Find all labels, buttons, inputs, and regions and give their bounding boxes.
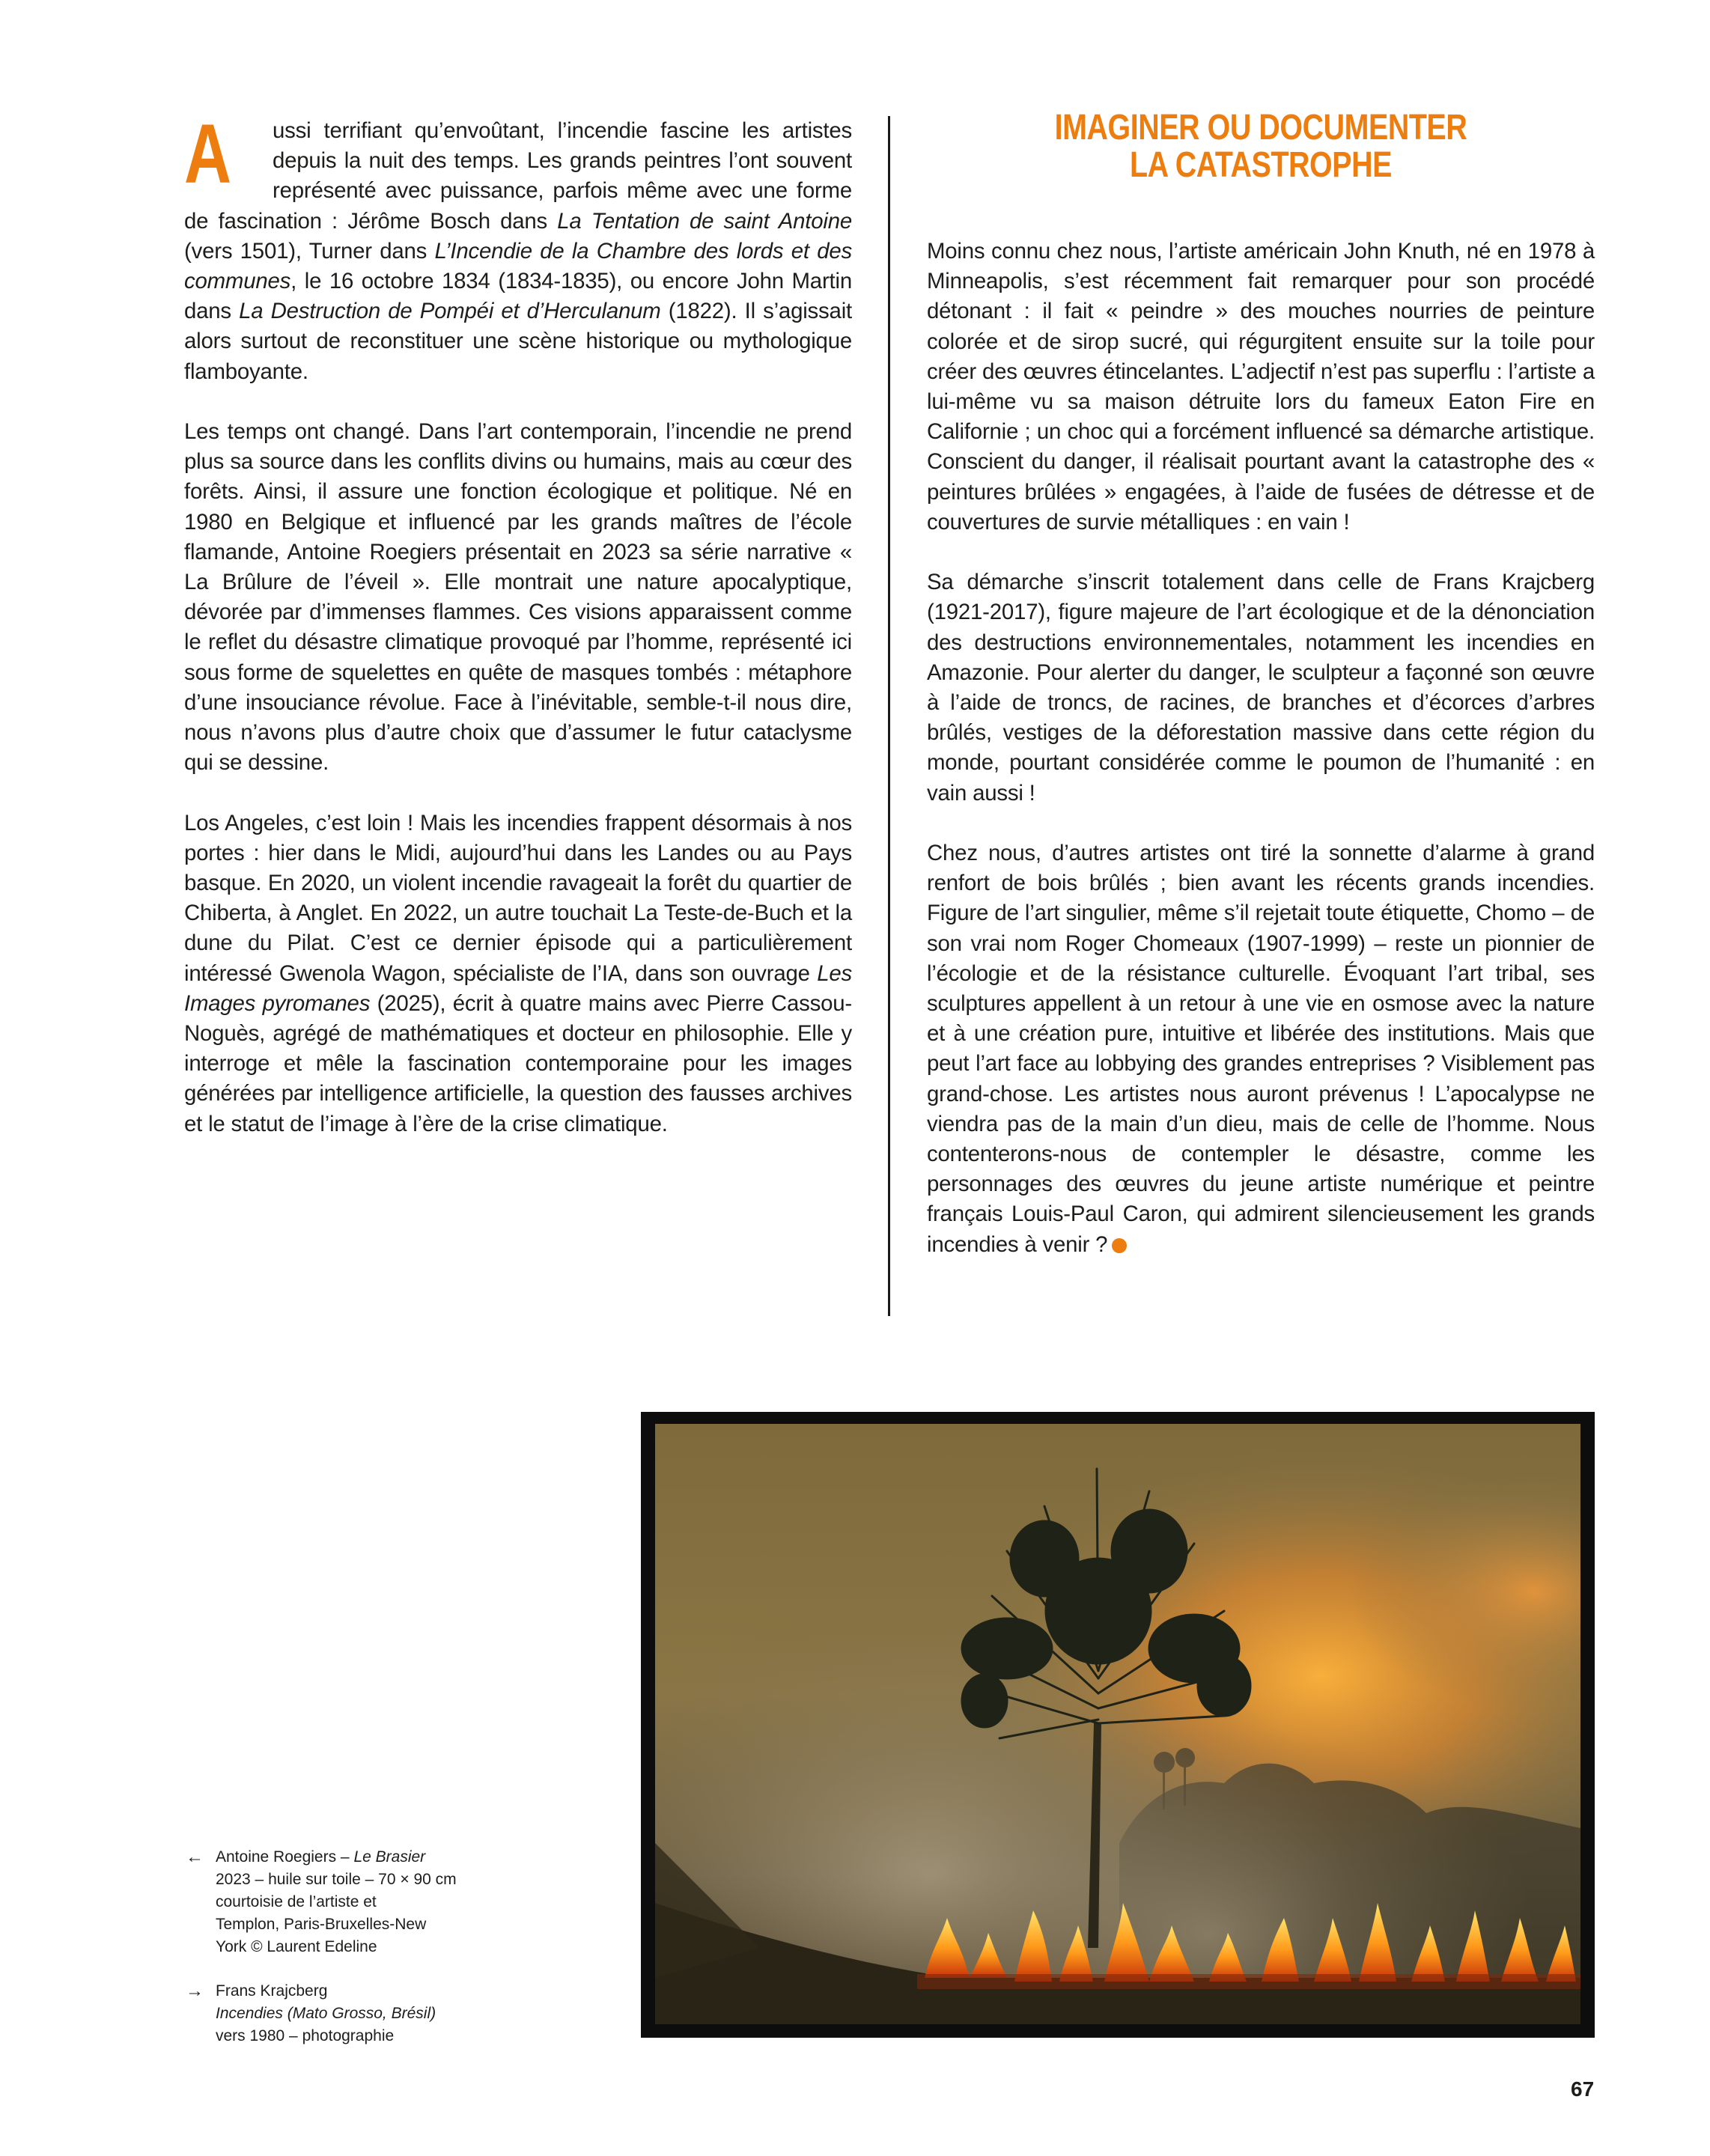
paragraph (184, 808, 852, 1139)
right-paragraphs (927, 237, 1595, 1260)
column-divider (888, 116, 890, 1316)
text-run: ussi terrifiant qu’envoûtant, l’incendie fascine les artistes depuis la nuit des temps. Les grands peintres l’ont souvent représenté avec puissance, parfois même avec une forme de fascination : Jérôme Bosch dans (184, 118, 852, 234)
text-run: Frans Krajcberg (216, 1982, 328, 2000)
paragraph (927, 237, 1595, 538)
paragraph (927, 838, 1595, 1260)
italic-title: Les Images pyromanes (184, 960, 852, 1016)
caption-line (216, 1913, 457, 1936)
text-run: Chez nous, d’autres artistes ont tiré la sonnette d’alarme à grand renfort de bois brûlés ; bien avant les récents grands incendies. Figure de l’art singulier, même s’il rejetait toute étiquette, Chomo – de son vrai nom Roger Chomeaux (1907-1999) – reste un pionnier de l’écologie et de la résistance culturelle. Évoquant l’art tribal, ses sculptures appellent à un retour à une vie en osmose avec la nature et à une création pure, intuitive et libérée des institutions. Mais que peut l’art face au lobbying des grandes entreprises ? Visiblement pas grand-chose. Les artistes nous auront prévenus ! L’apocalypse ne viendra pas de la main d’un dieu, mais de celle de l’homme. Nous contenterons-nous de contempler le désastre, comme les personnages des œuvres du jeune artiste numérique et peintre français Louis-Paul Caron, qui admirent silencieusement les grands incendies à venir ? (927, 841, 1595, 1257)
page-number: 67 (1571, 2077, 1595, 2101)
left-paragraphs (184, 107, 853, 1139)
arrow-left-icon: ← (186, 1847, 204, 1867)
article-right-column (927, 237, 1595, 1260)
caption-text (216, 1846, 457, 1958)
italic-title: L’Incendie de la Chambre des lords et des communes (184, 238, 853, 294)
text-run: , le 16 octobre 1834 (1834-1835), ou encore John Martin dans (184, 269, 852, 324)
caption-line (216, 1869, 457, 1891)
text-run: Moins connu chez nous, l’artiste américain John Knuth, né en 1978 à Minneapolis, s’est récemment fait remarquer pour son procédé détonant : il fait « peindre » des mouches nourries de peinture colorée et de sirop sucré, qui régurgitent ensuite sur la toile pour créer des œuvres étincelantes. L’adjectif n’est pas superflu : l’artiste a lui-même vu sa maison détruite lors du fameux Eaton Fire en Californie ; un choc qui a forcément influencé sa démarche artistique. Conscient du danger, il réalisait pourtant avant la catastrophe des « peintures brûlées » engagées, à l’aide de fusées de détresse et de couvertures de survie métalliques : en vain ! (927, 239, 1595, 535)
caption-line (216, 2003, 436, 2025)
text-run: (1822). Il s’agissait alors surtout de reconstituer une scène historique ou mythologique flamboyante. (184, 299, 852, 384)
text-run: vers 1980 – photographie (216, 2027, 395, 2044)
caption-line (216, 1846, 457, 1869)
text-run: courtoisie de l’artiste et (216, 1893, 377, 1910)
italic-title: Incendies (Mato Grosso, Brésil) (216, 2005, 436, 2022)
heading-line-1: IMAGINER OU DOCUMENTER (1054, 108, 1467, 147)
section-heading (927, 109, 1595, 184)
paragraph (184, 107, 853, 387)
end-mark-dot-icon (1112, 1238, 1127, 1253)
paragraph (184, 417, 852, 778)
italic-title: La Destruction de Pompéi et d’Herculanum (239, 299, 661, 324)
italic-title: La Tentation de saint Antoine (557, 208, 853, 234)
caption-line (216, 2025, 436, 2047)
fire-photo-illustration (655, 1424, 1580, 2024)
text-run: York © Laurent Edeline (216, 1938, 377, 1955)
article-left-column (184, 107, 853, 1139)
photo-frame (641, 1412, 1595, 2038)
drop-cap: A (184, 107, 231, 201)
caption-line (216, 1980, 436, 2003)
caption-line (216, 1936, 457, 1958)
heading-line-2: LA CATASTROPHE (1130, 145, 1392, 185)
text-run: Sa démarche s’inscrit totalement dans celle de Frans Krajcberg (1921-2017), figure majeure de l’art écologique et de la dénonciation des destructions environnementales, notamment les incendies en Amazonie. Pour alerter du danger, le sculpteur a façonné son œuvre à l’aide de troncs, de racines, de branches et d’écorces d’arbres brûlés, vestiges de la déforestation massive dans cette région du monde, pourtant considérée comme le poumon de l’humanité : en vain aussi ! (927, 570, 1595, 806)
text-run: Templon, Paris-Bruxelles-New (216, 1916, 427, 1933)
italic-title: Le Brasier (353, 1848, 426, 1866)
text-run: Los Angeles, c’est loin ! Mais les incendies frappent désormais à nos portes : hier dans le Midi, aujourd’hui dans les Landes ou au Pays basque. En 2020, un violent incendie ravageait la forêt du quartier de Chiberta, à Anglet. En 2022, un autre touchait La Teste-de-Buch et la dune du Pilat. C’est ce dernier épisode qui a particulièrement intéressé Gwenola Wagon, spécialiste de l’IA, dans son ouvrage (184, 810, 852, 986)
caption-line (216, 1891, 457, 1913)
text-run: 2023 – huile sur toile – 70 × 90 cm (216, 1871, 457, 1888)
photo-palm-fire (655, 1424, 1580, 2024)
caption-text (216, 1980, 436, 2047)
arrow-right-icon: → (186, 1981, 204, 2001)
text-run: (vers 1501), Turner dans (184, 238, 435, 264)
text-run: Antoine Roegiers – (216, 1848, 354, 1866)
text-run: (2025), écrit à quatre mains avec Pierre Cassou-Noguès, agrégé de mathématiques et docteur en philosophie. Elle y interroge et mêle la fascination contemporaine pour les images générées par intelligence artificielle, la question des fausses archives et le statut de l’image à l’ère de la crise climatique. (184, 990, 852, 1136)
text-run: Les temps ont changé. Dans l’art contemporain, l’incendie ne prend plus sa source dans les conflits divins ou humains, mais au cœur des forêts. Ainsi, il assure une fonction écologique et politique. Né en 1980 en Belgique et influencé par les grands maîtres de l’école flamande, Antoine Roegiers présentait en 2023 sa série narrative « La Brûlure de l’éveil ». Elle montrait une nature apocalyptique, dévorée par d’immenses flammes. Ces visions apparaissent comme le reflet du désastre climatique provoqué par l’homme, représenté ici sous forme de squelettes en quête de masques tombés : métaphore d’une insouciance révolue. Face à l’inévitable, semble-t-il nous dire, nous n’avons plus d’autre choix que d’assumer le futur cataclysme qui se dessine. (184, 419, 852, 776)
paragraph (927, 567, 1595, 808)
